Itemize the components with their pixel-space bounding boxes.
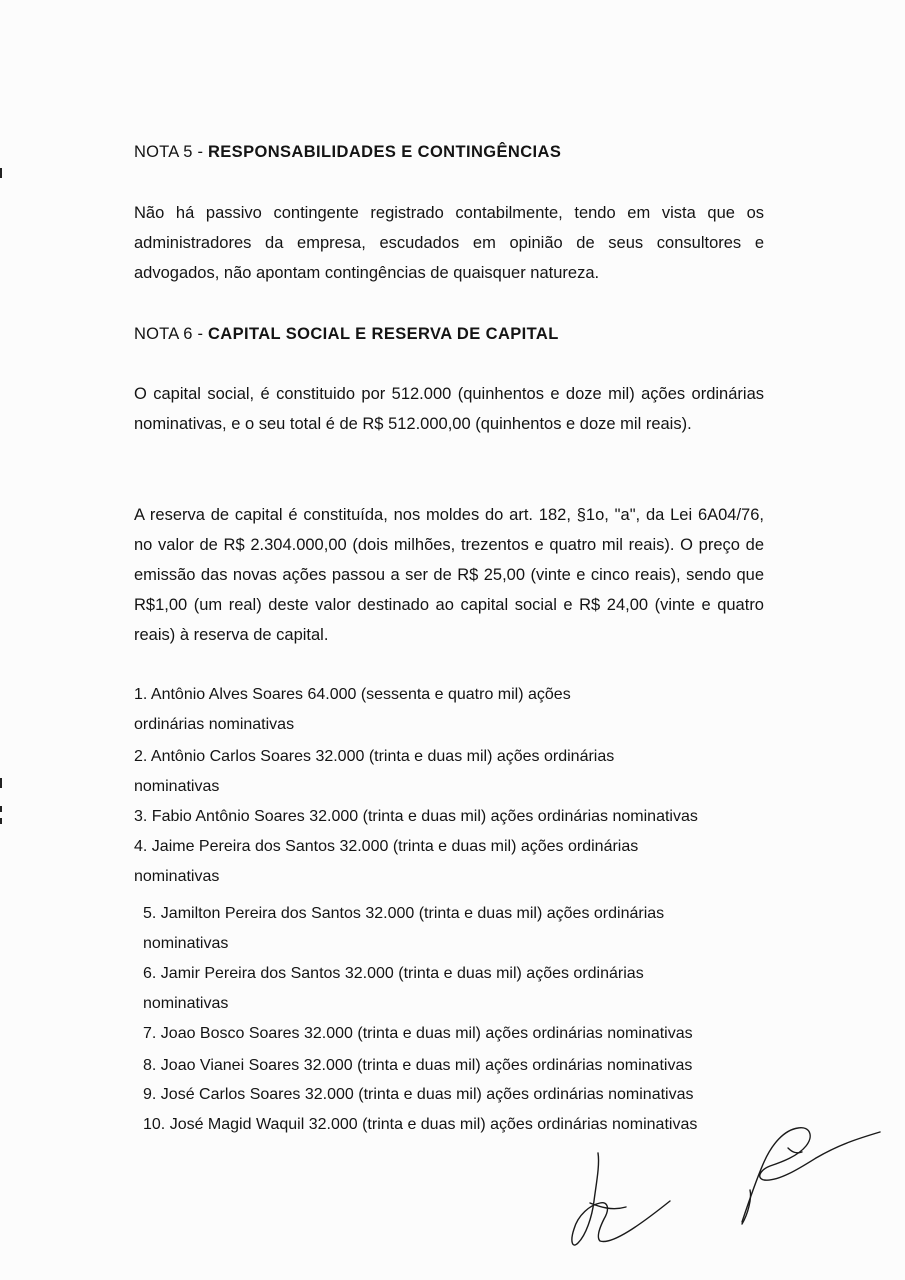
shareholder-item (143, 899, 664, 959)
shareholder-item (143, 959, 644, 1019)
shareholder-item (134, 802, 698, 832)
shareholder-line: 10. José Magid Waquil 32.000 (trinta e duas mil) ações ordinárias nominativas (143, 1116, 698, 1133)
shareholder-line: nominativas (134, 778, 220, 795)
scan-edge-mark (0, 806, 2, 812)
shareholder-item (143, 1080, 694, 1110)
shareholder-line: nominativas (143, 995, 229, 1012)
scan-edge-mark (0, 778, 2, 788)
signature-stroke (572, 1153, 670, 1245)
scan-edge-mark (0, 168, 2, 178)
shareholder-line: 3. Fabio Antônio Soares 32.000 (trinta e duas mil) ações ordinárias nominativas (134, 808, 698, 825)
shareholder-line: ordinárias nominativas (134, 716, 295, 733)
shareholder-item (143, 1051, 692, 1081)
shareholder-line: 2. Antônio Carlos Soares 32.000 (trinta e duas mil) ações ordinárias (134, 748, 615, 765)
shareholder-line: 4. Jaime Pereira dos Santos 32.000 (trinta e duas mil) ações ordinárias (134, 838, 639, 855)
note6-paragraph-reserve: A reserva de capital é constituída, nos moldes do art. 182, §1o, "a", da Lei 6A04/76, no valor de R$ 2.304.000,00 (dois milhões, trezentos e quatro mil reais). O preço de emissão das novas ações passou a ser de R$ 25,00 (vinte e cinco reais), sendo que R$1,00 (um real) deste valor destinado ao capital social e R$ 24,00 (vinte e quatro reais) à reserva de capital. (134, 506, 764, 644)
signature-stroke (788, 1148, 802, 1153)
shareholder-line: nominativas (143, 935, 229, 952)
signature-left (560, 1145, 700, 1255)
shareholder-line: 8. Joao Vianei Soares 32.000 (trinta e duas mil) ações ordinárias nominativas (143, 1057, 693, 1074)
note5-paragraph: Não há passivo contingente registrado contabilmente, tendo em vista que os administradores da empresa, escudados em opinião de seus consultores e advogados, não apontam contingências de quaisquer natureza. (134, 204, 764, 282)
shareholder-line: 6. Jamir Pereira dos Santos 32.000 (trinta e duas mil) ações ordinárias (143, 965, 644, 982)
note5-title: RESPONSABILIDADES E CONTINGÊNCIAS (207, 143, 562, 161)
shareholder-line: 1. Antônio Alves Soares 64.000 (sessenta e quatro mil) ações (134, 686, 571, 703)
note6-number: NOTA 6 - (134, 325, 204, 343)
shareholder-item (143, 1110, 697, 1140)
shareholder-item (143, 1019, 693, 1049)
note6-title: CAPITAL SOCIAL E RESERVA DE CAPITAL (207, 325, 559, 343)
signature-right (730, 1118, 890, 1238)
shareholder-line: nominativas (134, 868, 220, 885)
note6-paragraph-capital: O capital social, é constituido por 512.000 (quinhentos e doze mil) ações ordinárias nominativas, e o seu total é de R$ 512.000,00 (quinhentos e doze mil reais). (134, 385, 764, 433)
note5-number: NOTA 5 - (134, 143, 204, 161)
note5-heading (134, 143, 561, 162)
shareholder-line: 5. Jamilton Pereira dos Santos 32.000 (trinta e duas mil) ações ordinárias (143, 905, 665, 922)
shareholder-item (134, 832, 638, 892)
signature-stroke (742, 1128, 880, 1222)
note6-heading (134, 325, 559, 344)
shareholder-line: 7. Joao Bosco Soares 32.000 (trinta e duas mil) ações ordinárias nominativas (143, 1025, 693, 1042)
scan-edge-mark (0, 818, 2, 824)
shareholder-line: 9. José Carlos Soares 32.000 (trinta e duas mil) ações ordinárias nominativas (143, 1086, 694, 1103)
shareholder-item (134, 680, 571, 740)
shareholder-item (134, 742, 614, 802)
